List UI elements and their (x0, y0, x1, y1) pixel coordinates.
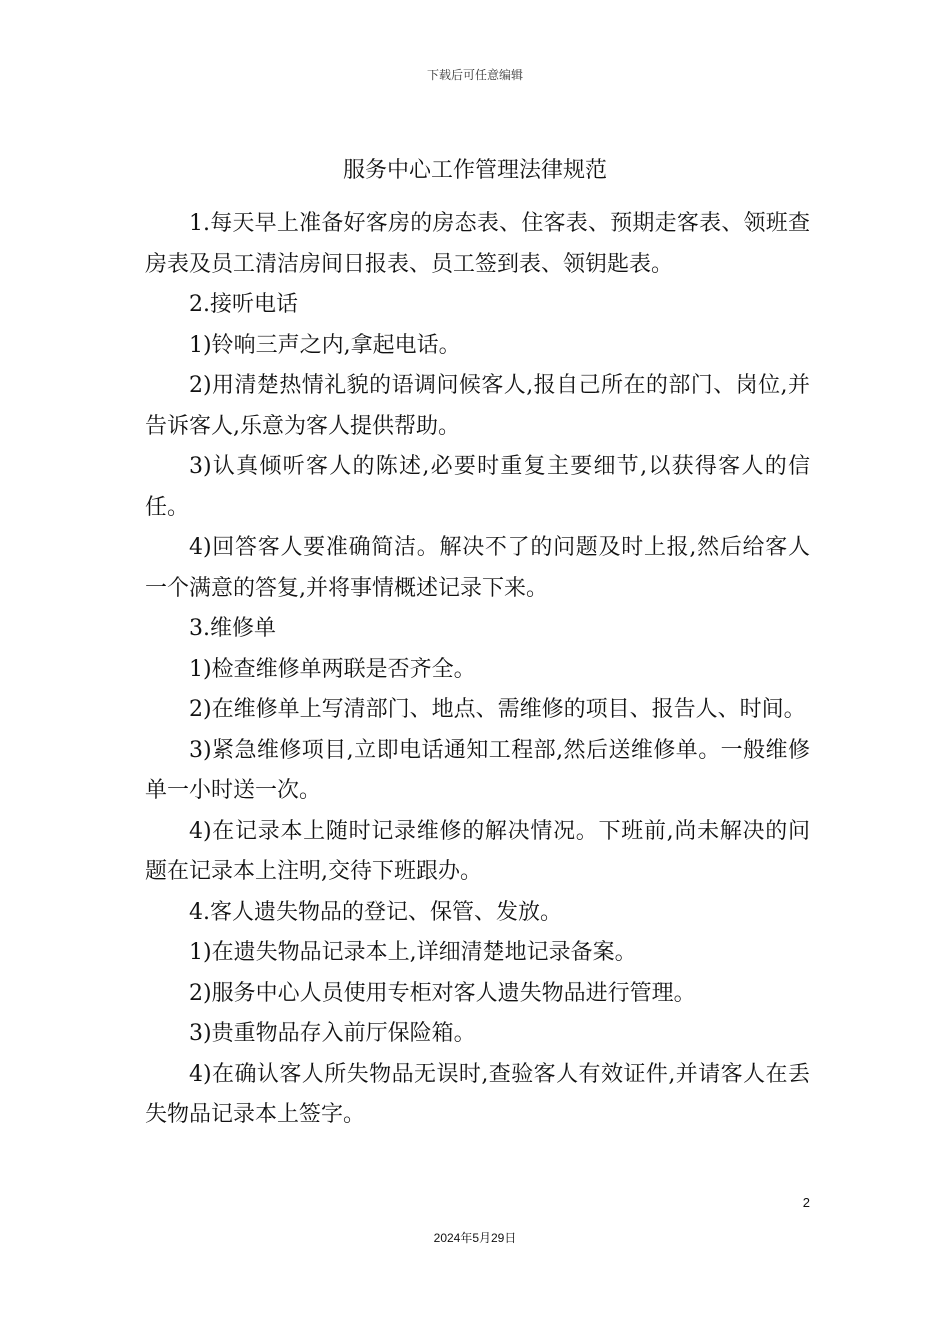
section-heading: 2.接听电话 (189, 292, 298, 317)
header-note: 下载后可任意编辑 (426, 68, 523, 82)
page-number: 2 (802, 1195, 810, 1210)
paragraph: 2)服务中心人员使用专柜对客人遗失物品进行管理。 (189, 980, 696, 1006)
paragraph: 1)在遗失物品记录本上,详细清楚地记录备案。 (189, 940, 637, 965)
paragraph: 4)在记录本上随时记录维修的解决情况。下班前,尚未解决的问题在记录本上注明,交待下班跟办。 (145, 818, 810, 884)
paragraph: 1)铃响三声之内,拿起电话。 (189, 332, 461, 358)
paragraph: 4)回答客人要准确简洁。解决不了的问题及时上报,然后给客人一个满意的答复,并将事情概述记录下来。 (145, 535, 810, 601)
paragraph: 3)紧急维修项目,立即电话通知工程部,然后送维修单。一般维修单一小时送一次。 (145, 737, 810, 803)
paragraph: 2)用清楚热情礼貌的语调问候客人,报自己所在的部门、岗位,并告诉客人,乐意为客人提供帮助。 (145, 373, 810, 439)
paragraph: 4)在确认客人所失物品无误时,查验客人有效证件,并请客人在丢失物品记录本上签字。 (145, 1061, 810, 1127)
document-body (145, 204, 810, 1136)
paragraph: 1)检查维修单两联是否齐全。 (189, 656, 476, 682)
section-heading: 3.维修单 (189, 616, 276, 641)
paragraph: 1.每天早上准备好客房的房态表、住客表、预期走客表、领班查房表及员工清洁房间日报表、员工签到表、领钥匙表。 (145, 211, 810, 277)
paragraph: 3)认真倾听客人的陈述,必要时重复主要细节,以获得客人的信任。 (145, 454, 810, 520)
document-title: 服务中心工作管理法律规范 (342, 158, 607, 183)
paragraph: 2)在维修单上写清部门、地点、需维修的项目、报告人、时间。 (189, 697, 806, 722)
footer-date: 2024年5月29日 (433, 1231, 517, 1245)
section-heading: 4.客人遗失物品的登记、保管、发放。 (189, 899, 562, 925)
paragraph: 3)贵重物品存入前厅保险箱。 (189, 1021, 476, 1046)
